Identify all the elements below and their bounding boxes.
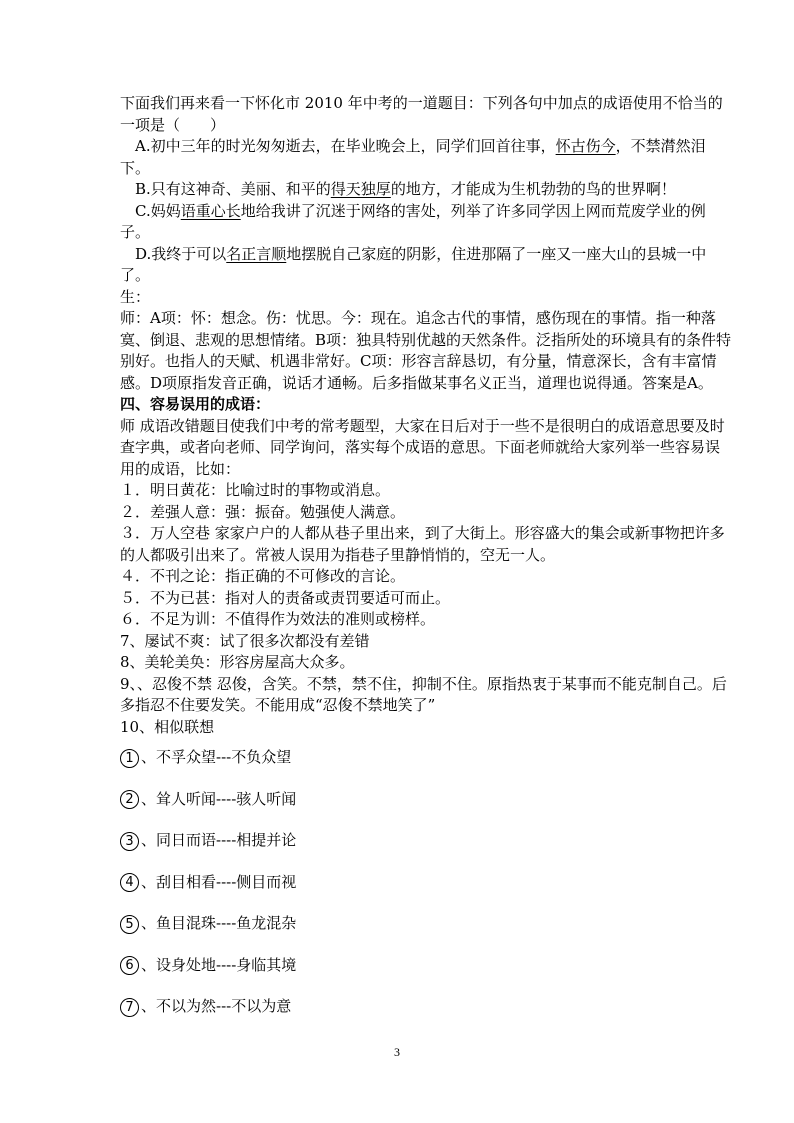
- page-number: 3: [394, 1045, 400, 1059]
- circled-number: 4: [120, 873, 139, 892]
- association-item: [120, 955, 732, 977]
- list-item: ５．不为已甚：指对人的责备或责罚要适可而止。: [120, 588, 451, 607]
- list-item: 10、相似联想: [120, 717, 215, 736]
- teacher-answer: 师：A项：怀：想念。伤：忧思。今：现在。追念古代的事情，感伤现在的事情。指一种落寞、倒退、悲观的思想情绪。B项：独具特别优越的天然条件。泛指所处的环境具有的条件特别好。也指人的天赋、机遇非常好。C项：形容言辞恳切，有分量，情意深长，含有丰富情感。D项原指发音正确，说话才通畅。后多指做某事名义正当，道理也说得通。答案是A。: [120, 309, 732, 392]
- option-d-text: D.我终于可以: [135, 244, 227, 263]
- association-text: 、设身处地----身临其境: [141, 955, 297, 974]
- list-item: ４．不刊之论：指正确的不可修改的言论。: [120, 567, 406, 585]
- circled-number: 1: [120, 749, 139, 768]
- option-a-text: A.初中三年的时光匆匆逝去，在毕业晚会上，同学们回首往事，: [135, 137, 556, 155]
- option-d-text-end: 地摆脱自己家庭的阴影，住进那隔了一座又一座大山的县城一中了。: [120, 244, 707, 284]
- list-item: ６．不足为训：不值得作为效法的准则或榜样。: [120, 610, 436, 628]
- list-item: ３．万人空巷 家家户户的人都从巷子里出来，到了大街上。形容盛大的集会或新事物把许多的人都吸引出来了。常被人误用为指巷子里静悄悄的，空无一人。: [120, 524, 725, 564]
- option-c-text-end: 地给我讲了沉迷于网络的害处，列举了许多同学因上网而荒废学业的例子。: [120, 201, 706, 241]
- association-text: 、鱼目混珠----鱼龙混杂: [141, 914, 297, 932]
- association-item: [120, 913, 732, 935]
- list-item: 7、屡试不爽：试了很多次都没有差错: [120, 631, 370, 650]
- association-item: [120, 996, 732, 1018]
- section-intro: 师 成语改错题目使我们中考的常考题型，大家在日后对于一些不是很明白的成语意思要及时查字典，或者向老师、同学询问，落实每个成语的意思。下面老师就给大家列举一些容易误用的成语，比如：: [120, 416, 725, 478]
- spacer: [120, 738, 732, 747]
- option-a: [120, 136, 732, 179]
- association-text: 、同日而语----相提并论: [141, 831, 297, 849]
- option-c-idiom: 语重心长: [180, 201, 241, 220]
- option-b-text: B.只有这神奇、美丽、和平的: [135, 180, 331, 198]
- circled-number: 6: [120, 956, 139, 975]
- section-heading: 四、容易误用的成语：: [120, 395, 271, 413]
- list-item: 9、、忍俊不禁 忍俊，含笑。不禁，禁不住，抑制不住。原指热衷于某事而不能克制自己。后多指忍不住要发笑。不能用成“忍俊不禁地笑了”: [120, 674, 727, 714]
- list-item: １．明日黄花：比喻过时的事物或消息。: [120, 481, 391, 499]
- circled-number: 5: [120, 915, 139, 934]
- student-line: 生：: [120, 287, 151, 306]
- list-item: ２．差强人意：强：振奋。勉强使人满意。: [120, 502, 406, 521]
- association-item: [120, 747, 732, 769]
- option-a-idiom: 怀古伤今: [555, 137, 616, 155]
- option-b-text-end: 的地方，才能成为生机勃勃的鸟的世界啊！: [390, 180, 676, 198]
- option-c-text: C.妈妈: [135, 201, 181, 220]
- association-text: 、耸人听闻----骇人听闻: [141, 789, 297, 808]
- option-d: [120, 244, 732, 287]
- circled-number: 3: [120, 832, 139, 851]
- list-item: 8、美轮美奂：形容房屋高大众多。: [120, 653, 355, 671]
- option-c: [120, 201, 732, 244]
- association-item: [120, 872, 732, 894]
- circled-number: 2: [120, 790, 139, 809]
- association-text: 、刮目相看----侧目而视: [141, 872, 297, 891]
- circled-number: 7: [120, 998, 139, 1017]
- question-intro: 下面我们再来看一下怀化市 2010 年中考的一道题目：下列各句中加点的成语使用不恰当的一项是（ ）: [120, 94, 723, 134]
- association-text: 、不孚众望---不负众望: [141, 748, 292, 766]
- option-a-text-end: ，不禁潸然泪下。: [120, 137, 706, 177]
- association-text: 、不以为然---不以为意: [141, 997, 292, 1015]
- association-item: [120, 789, 732, 811]
- option-b-idiom: 得天独厚: [330, 180, 391, 198]
- page-content: [120, 93, 732, 1038]
- association-item: [120, 830, 732, 852]
- option-b: [120, 179, 732, 201]
- option-d-idiom: 名正言顺: [226, 244, 287, 263]
